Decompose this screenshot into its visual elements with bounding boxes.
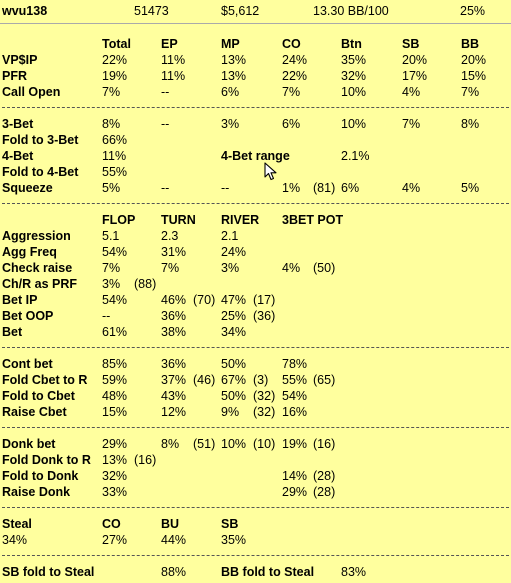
stat-value: 44%	[161, 533, 187, 547]
stat-value: 6%	[282, 117, 301, 131]
stat-value: 9%	[221, 405, 240, 419]
stat-value: 19%	[282, 437, 308, 451]
stat-value: 11%	[161, 69, 186, 83]
stat-value: --	[221, 181, 230, 195]
sample-count: (51)	[193, 437, 216, 451]
stat-value: 10%	[221, 437, 247, 451]
section-divider	[2, 507, 509, 508]
stat-value: 43%	[161, 389, 187, 403]
stat-label-vpip: VP$IP	[2, 53, 38, 67]
stat-value: 50%	[221, 357, 247, 371]
stat-value: 5.1	[102, 229, 120, 243]
stat-value: 8%	[161, 437, 180, 451]
sample-count: (46)	[193, 373, 216, 387]
stat-value: 66%	[102, 133, 128, 147]
stat-value: --	[161, 85, 170, 99]
stat-label-sb-fold-to-steal: SB fold to Steal	[2, 565, 95, 579]
hands-count: 51473	[134, 4, 169, 18]
stat-value: 7%	[461, 85, 480, 99]
stat-label-agg-freq: Agg Freq	[2, 245, 57, 259]
sample-count: (50)	[313, 261, 336, 275]
section-divider	[2, 427, 509, 428]
stat-value: 11%	[102, 149, 127, 163]
stat-value: 16%	[282, 405, 308, 419]
stat-value: 7%	[102, 261, 121, 275]
stat-label-call-open: Call Open	[2, 85, 61, 99]
stat-value: 10%	[341, 85, 367, 99]
header-percent: 25%	[460, 4, 486, 18]
stat-label-fold-donk-to-raise: Fold Donk to R	[2, 453, 91, 467]
col-header-ep: EP	[161, 37, 178, 51]
stat-value: 85%	[102, 357, 128, 371]
col-header-steal-sb: SB	[221, 517, 239, 531]
stat-value: 1%	[282, 181, 301, 195]
col-header-3bet-pot: 3BET POT	[282, 213, 344, 227]
stat-value: 88%	[161, 565, 187, 579]
stat-value: 25%	[221, 309, 247, 323]
stat-value: 14%	[282, 469, 308, 483]
stat-value: 83%	[341, 565, 367, 579]
stat-label-fold-to-donk: Fold to Donk	[2, 469, 79, 483]
stat-label-fold-cbet-to-raise: Fold Cbet to R	[2, 373, 88, 387]
stat-value: 38%	[161, 325, 187, 339]
stat-label-raise-donk: Raise Donk	[2, 485, 71, 499]
stat-label-check-raise: Check raise	[2, 261, 73, 275]
stat-value: 13%	[221, 53, 247, 67]
winrate: 13.30 BB/100	[313, 4, 389, 18]
stat-value: 2.3	[161, 229, 179, 243]
stat-value: 27%	[102, 533, 128, 547]
col-header-steal-co: CO	[102, 517, 121, 531]
stat-value: 8%	[461, 117, 480, 131]
stat-label-bet-ip: Bet IP	[2, 293, 38, 307]
stat-value: 17%	[402, 69, 428, 83]
stat-label-bb-fold-to-steal: BB fold to Steal	[221, 565, 315, 579]
stat-value: 55%	[102, 165, 128, 179]
stat-value: 4%	[402, 181, 421, 195]
section-divider	[2, 107, 509, 108]
stat-value: 19%	[102, 69, 128, 83]
stat-value: 54%	[102, 245, 128, 259]
stat-value: 29%	[282, 485, 308, 499]
stat-value: 6%	[221, 85, 240, 99]
stat-value: 20%	[461, 53, 487, 67]
stat-label-bet-oop: Bet OOP	[2, 309, 54, 323]
stat-value: 5%	[461, 181, 480, 195]
stat-label-raise-cbet: Raise Cbet	[2, 405, 67, 419]
stat-value: 3%	[221, 117, 240, 131]
stat-label-fold-to-3bet: Fold to 3-Bet	[2, 133, 79, 147]
stat-label-donk-bet: Donk bet	[2, 437, 56, 451]
col-header-total: Total	[102, 37, 131, 51]
stat-value: 3%	[221, 261, 240, 275]
stat-value: 5%	[102, 181, 121, 195]
stat-value: --	[161, 181, 170, 195]
stat-value: 7%	[282, 85, 301, 99]
stat-label-pfr: PFR	[2, 69, 27, 83]
stat-value: 15%	[461, 69, 487, 83]
col-header-steal-bu: BU	[161, 517, 180, 531]
stat-value: 22%	[102, 53, 128, 67]
stat-value: 13%	[221, 69, 247, 83]
col-header-sb: SB	[402, 37, 420, 51]
stat-value: 35%	[221, 533, 247, 547]
stat-value: 31%	[161, 245, 187, 259]
stat-value: 32%	[341, 69, 367, 83]
col-header-co: CO	[282, 37, 301, 51]
stat-label-bet: Bet	[2, 325, 23, 339]
col-header-mp: MP	[221, 37, 240, 51]
stat-value: 20%	[402, 53, 428, 67]
stat-value: 2.1%	[341, 149, 370, 163]
stat-value: 6%	[341, 181, 360, 195]
stat-value: 54%	[102, 293, 128, 307]
stat-label-fold-to-cbet: Fold to Cbet	[2, 389, 75, 403]
sample-count: (65)	[313, 373, 336, 387]
stat-label-squeeze: Squeeze	[2, 181, 53, 195]
stat-label-cont-bet: Cont bet	[2, 357, 53, 371]
stat-value: 29%	[102, 437, 128, 451]
sample-count: (36)	[253, 309, 276, 323]
stat-value: 34%	[221, 325, 247, 339]
stat-value: 35%	[341, 53, 367, 67]
stat-value: 2.1	[221, 229, 239, 243]
stat-label-4bet-range: 4-Bet range	[221, 149, 290, 163]
col-header-flop: FLOP	[102, 213, 136, 227]
stat-label-steal: Steal	[2, 517, 32, 531]
stat-value: 7%	[102, 85, 121, 99]
stat-value: 55%	[282, 373, 308, 387]
stat-label-aggression: Aggression	[2, 229, 71, 243]
stat-value: 36%	[161, 309, 187, 323]
stat-value: 32%	[102, 469, 128, 483]
stat-value: --	[102, 309, 111, 323]
stat-value: 59%	[102, 373, 128, 387]
sample-count: (17)	[253, 293, 276, 307]
stat-label-4bet: 4-Bet	[2, 149, 34, 163]
stat-value: 50%	[221, 389, 247, 403]
sample-count: (10)	[253, 437, 276, 451]
stat-value: 3%	[102, 277, 121, 291]
stat-value: 8%	[102, 117, 121, 131]
stat-value: 67%	[221, 373, 247, 387]
header-divider	[0, 23, 511, 24]
stat-value: 46%	[161, 293, 187, 307]
col-header-turn: TURN	[161, 213, 196, 227]
stat-value: 7%	[161, 261, 180, 275]
sample-count: (28)	[313, 485, 336, 499]
stat-value: 37%	[161, 373, 187, 387]
stat-value: 22%	[282, 69, 308, 83]
stat-value: 47%	[221, 293, 247, 307]
col-header-river: RIVER	[221, 213, 260, 227]
stat-value: 61%	[102, 325, 128, 339]
stat-value: 24%	[282, 53, 308, 67]
stat-label-fold-to-4bet: Fold to 4-Bet	[2, 165, 79, 179]
stat-label-chr-as-prf: Ch/R as PRF	[2, 277, 78, 291]
section-divider	[2, 203, 509, 204]
sample-count: (70)	[193, 293, 216, 307]
sample-count: (3)	[253, 373, 269, 387]
stat-value: 7%	[402, 117, 421, 131]
stat-value: 12%	[161, 405, 187, 419]
stat-value: 24%	[221, 245, 247, 259]
col-header-bb: BB	[461, 37, 480, 51]
stat-value: 33%	[102, 485, 128, 499]
section-divider	[2, 555, 509, 556]
stat-value: 48%	[102, 389, 128, 403]
mouse-cursor-icon	[264, 162, 278, 182]
section-divider	[2, 347, 509, 348]
sample-count: (32)	[253, 389, 276, 403]
col-header-btn: Btn	[341, 37, 362, 51]
stat-value: 34%	[2, 533, 28, 547]
player-name[interactable]: wvu138	[2, 4, 48, 18]
stat-value: 4%	[402, 85, 421, 99]
stat-value: 36%	[161, 357, 187, 371]
stat-value: 11%	[161, 53, 186, 67]
stat-value: 54%	[282, 389, 308, 403]
sample-count: (16)	[313, 437, 336, 451]
stat-label-3bet: 3-Bet	[2, 117, 34, 131]
winnings: $5,612	[221, 4, 260, 18]
stat-value: 4%	[282, 261, 301, 275]
sample-count: (88)	[134, 277, 157, 291]
stat-value: 10%	[341, 117, 367, 131]
stat-value: 78%	[282, 357, 308, 371]
stat-value: 15%	[102, 405, 128, 419]
sample-count: (32)	[253, 405, 276, 419]
sample-count: (28)	[313, 469, 336, 483]
sample-count: (81)	[313, 181, 336, 195]
stat-value: --	[161, 117, 170, 131]
stat-value: 13%	[102, 453, 128, 467]
sample-count: (16)	[134, 453, 157, 467]
